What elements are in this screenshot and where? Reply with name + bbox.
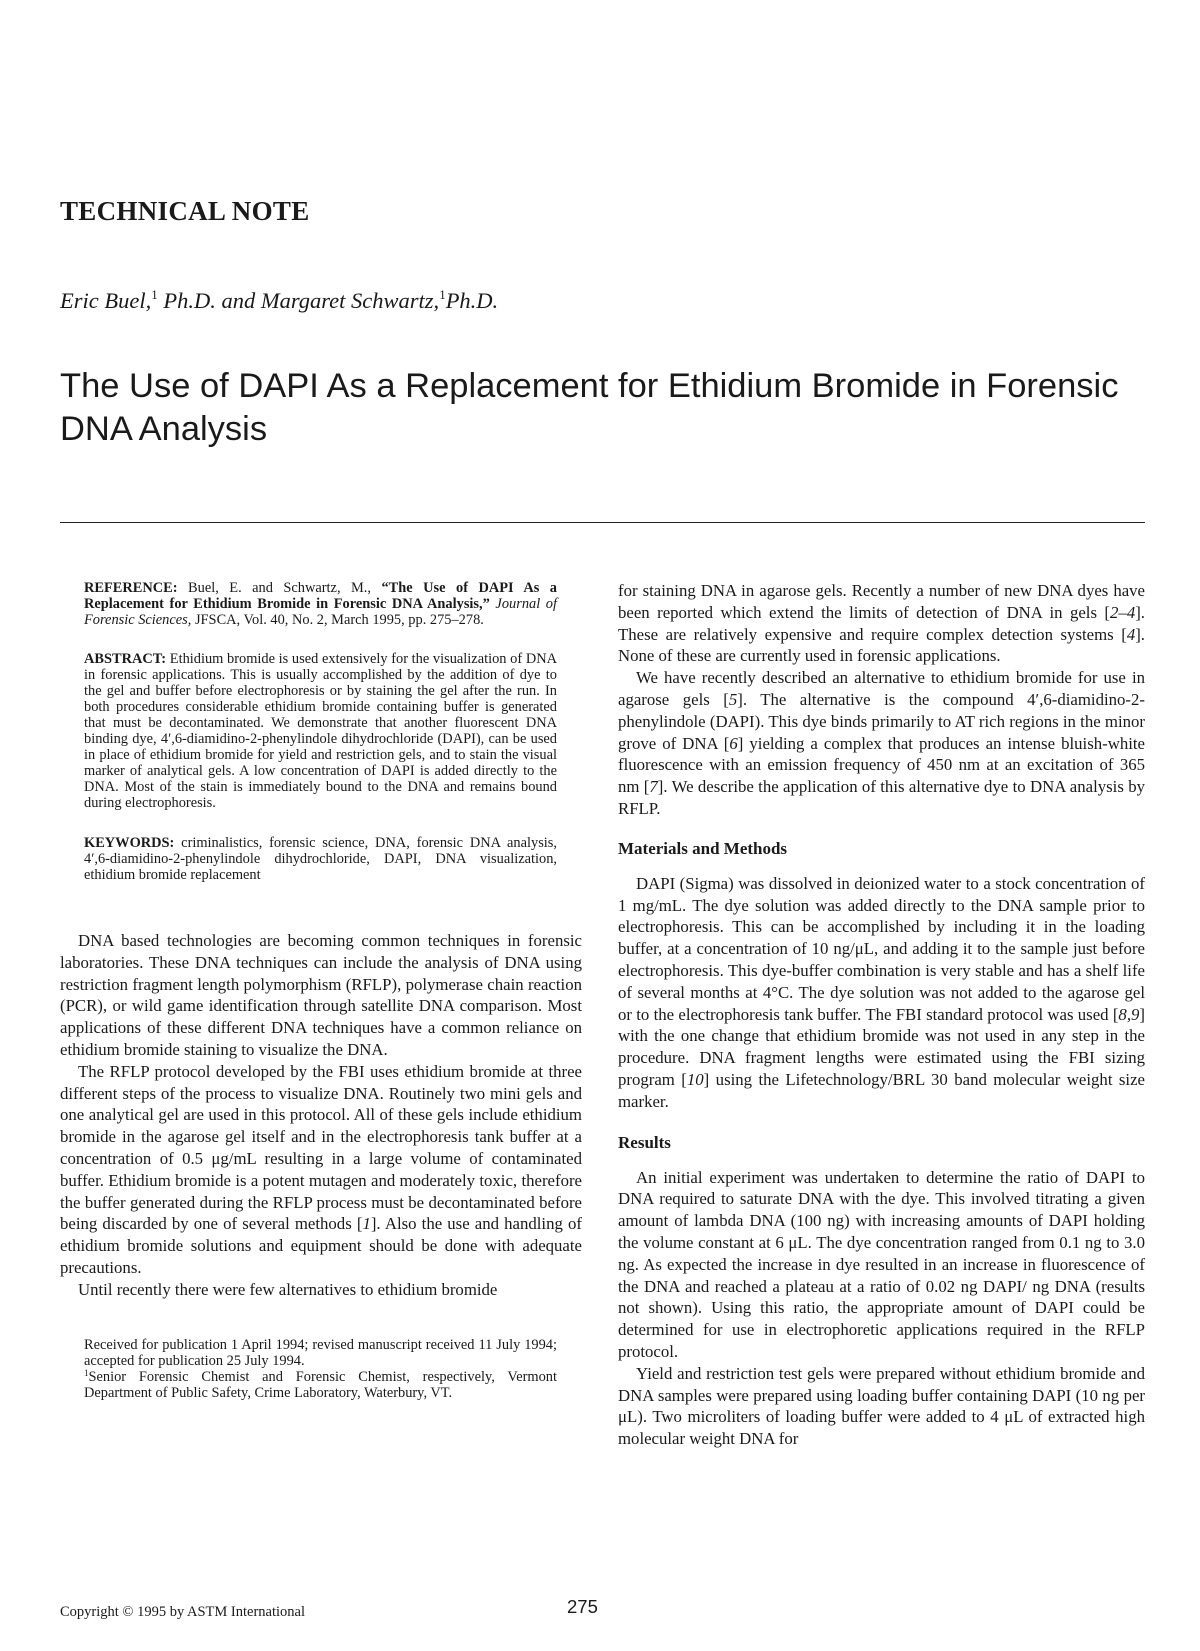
citation-ref: 1 xyxy=(362,1214,371,1234)
results-text xyxy=(618,1167,1145,1450)
author-name: Eric Buel, xyxy=(60,288,152,313)
intro-paragraph-2-text: The RFLP protocol developed by the FBI uses ethidium bromide at three different steps of the process to visualize DNA. Routinely two mini gels and one analytical gel are used in this protocol. All of these gels include ethidium bromide in the agarose gel itself and in the electrophoresis tank buffer at a concentration of 0.5 μg/mL resulting in a large volume of contaminated buffer. Ethidium bromide is a potent mutagen and moderately toxic, therefore the buffer generated during the RFLP process must be decontaminated before being discarded by one of several methods [ xyxy=(60,1061,582,1234)
methods-paragraph xyxy=(618,873,1145,1113)
intro-continued-paragraph-1 xyxy=(618,580,1145,667)
intro-continued-paragraph-2 xyxy=(618,667,1145,820)
paragraph-text: ] with the one change that ethidium bromide was not used in any step in the procedure. DNA fragment lengths were estimated using the FBI sizing program [ xyxy=(618,1004,1145,1089)
paragraph-text: ]. These are relatively expensive and require complex detection systems [ xyxy=(618,602,1145,644)
intro-paragraph-2-text: ]. Also the use and handling of ethidium bromide solutions and equipment should be done with adequate precautions. xyxy=(60,1214,582,1277)
paragraph-text: DAPI (Sigma) was dissolved in deionized water to a stock concentration of 1 mg/mL. The dye solution was added directly to the DNA sample prior to electrophoresis. This can be accomplished by including it in the loading buffer, at a concentration of 10 ng/μL, and adding it to the sample just before electrophoresis. This dye-buffer combination is very stable and has a shelf life of several months at 4°C. The dye solution was not added to the agarose gel or to the electrophoresis tank buffer. The FBI standard protocol was used [ xyxy=(618,873,1145,1024)
received-note: Received for publication 1 April 1994; revised manuscript received 11 July 1994; accepted for publication 25 July 1994. xyxy=(84,1336,557,1369)
abstract-text: Ethidium bromide is used extensively for the visualization of DNA in forensic applications. This is usually accomplished by the addition of dye to the gel and buffer before electrophoresis or by staining the gel after the run. In both procedures considerable ethidium bromide containing buffer is generated that must be decontaminated. We demonstrate that another fluorescent DNA binding dye, 4′,6-diamidino-2-phenylindole dihydrochloride (DAPI), can be used in place of ethidium bromide for yield and restriction gels, and to stain the visual marker of analytical gels. A low concentration of DAPI is added directly to the DNA. Most of the stain is immediately bound to the DNA and remains bound during electrophoresis. xyxy=(84,651,557,811)
intro-text xyxy=(60,930,582,1301)
reference-citation: JFSCA, Vol. 40, No. 2, March 1995, pp. 275–278. xyxy=(191,612,484,628)
paragraph-text: ]. None of these are currently used in forensic applications. xyxy=(618,624,1145,666)
affiliation-mark: 1 xyxy=(151,287,158,302)
results-heading: Results xyxy=(618,1132,671,1152)
left-column xyxy=(60,580,582,1401)
intro-paragraph-2 xyxy=(60,1061,582,1279)
reference-journal: Journal of Forensic Sciences, xyxy=(84,596,558,628)
intro-paragraph-1: DNA based technologies are becoming common techniques in forensic laboratories. These DNA techniques can include the analysis of DNA using restriction fragment length polymorphism (RFLP), polymerase chain reaction (PCR), or wild game identification through satellite DNA comparison. Most applications of these different DNA techniques have a common reliance on ethidium bromide staining to visualize the DNA. xyxy=(60,931,582,1059)
author-line xyxy=(60,288,498,314)
footnotes xyxy=(84,1337,557,1401)
citation-ref: 5 xyxy=(728,689,738,709)
affiliation-note-text: Senior Forensic Chemist and Forensic Chemist, respectively, Vermont Department of Public Safety, Crime Laboratory, Waterbury, VT. xyxy=(84,1368,557,1401)
intro-continued xyxy=(618,580,1145,820)
paragraph-text: We have recently described an alternative to ethidium bromide for use in agarose gels [ xyxy=(618,668,1145,709)
title-divider xyxy=(60,522,1145,523)
author-degree: Ph.D. and Margaret Schwartz, xyxy=(157,288,440,313)
citation-ref: 4 xyxy=(1126,624,1136,644)
reference-article-title: “The Use of DAPI As a Replacement for Ethidium Bromide in Forensic DNA Analysis,” xyxy=(84,580,557,612)
affiliation-note-mark: 1 xyxy=(84,1367,89,1378)
paragraph-text: for staining DNA in agarose gels. Recently a number of new DNA dyes have been reported which extend the limits of detection of DNA in gels [ xyxy=(618,581,1145,622)
copyright-notice: Copyright © 1995 by ASTM International xyxy=(60,1604,306,1620)
citation-ref: 2–4 xyxy=(1110,602,1136,622)
reference-label: REFERENCE: xyxy=(84,580,178,596)
results-paragraph-2: Yield and restriction test gels were prepared without ethidium bromide and DNA samples were prepared using loading buffer containing DAPI (10 ng per μL). Two microliters of loading buffer were added to 4 μL of extracted high molecular weight DNA for xyxy=(618,1363,1145,1449)
abstract-paragraph xyxy=(84,651,557,811)
methods-heading: Materials and Methods xyxy=(618,838,788,858)
paragraph-text: ]. The alternative is the compound 4′,6-diamidino-2-phenylindole (DAPI). This dye binds primarily to AT rich regions in the minor grove of DNA [ xyxy=(618,689,1145,753)
methods-text xyxy=(618,873,1145,1113)
abstract-block xyxy=(84,651,557,811)
citation-ref: 8,9 xyxy=(1118,1004,1140,1024)
keywords-text: criminalistics, forensic science, DNA, forensic DNA analysis, 4′,6-diamidino-2-phenylindole dihydrochloride, DAPI, DNA visualization, ethidium bromide replacement xyxy=(84,835,557,883)
paragraph-text: ]. We describe the application of this alternative dye to DNA analysis by RFLP. xyxy=(618,777,1145,818)
keywords-block xyxy=(84,835,557,883)
affiliation-note xyxy=(84,1369,557,1401)
paragraph-text: ] yielding a complex that produces an intense bluish-white fluorescence with an emission frequency of 450 nm at an excitation of 365 nm [ xyxy=(618,733,1145,797)
section-label: TECHNICAL NOTE xyxy=(60,196,310,226)
citation-ref: 6 xyxy=(729,733,738,753)
reference-block xyxy=(84,580,557,628)
intro-paragraph-3: Until recently there were few alternatives to ethidium bromide xyxy=(78,1279,498,1299)
keywords-paragraph xyxy=(84,835,557,883)
keywords-label: KEYWORDS: xyxy=(84,835,175,851)
author-degree: Ph.D. xyxy=(445,288,499,313)
citation-ref: 10 xyxy=(686,1069,704,1089)
reference-paragraph xyxy=(84,580,557,628)
citation-ref: 7 xyxy=(649,777,658,797)
abstract-label: ABSTRACT: xyxy=(84,651,167,667)
page-number: 275 xyxy=(567,1596,598,1617)
affiliation-mark: 1 xyxy=(439,287,446,302)
reference-authors: Buel, E. and Schwartz, M., xyxy=(177,580,382,596)
paragraph-text: ] using the Lifetechnology/BRL 30 band molecular weight size marker. xyxy=(618,1069,1145,1111)
results-paragraph-1: An initial experiment was undertaken to determine the ratio of DAPI to DNA required to saturate DNA with the dye. This involved titrating a given amount of lambda DNA (100 ng) with increasing amounts of DAPI holding the volume constant at 6 μL. The dye concentration ranged from 0.1 ng to 3.0 ng. As expected the increase in dye resulted in an increase in fluorescence of the DNA and reached a plateau at a ratio of 0.02 ng DAPI/ ng DNA (results not shown). Using this ratio, the appropriate amount of DAPI could be determined for use in electrophoretic applications required in the RFLP protocol. xyxy=(618,1167,1145,1361)
paper-title: The Use of DAPI As a Replacement for Ethidium Bromide in Forensic DNA Analysis xyxy=(60,367,1119,448)
right-column xyxy=(618,580,1145,1450)
